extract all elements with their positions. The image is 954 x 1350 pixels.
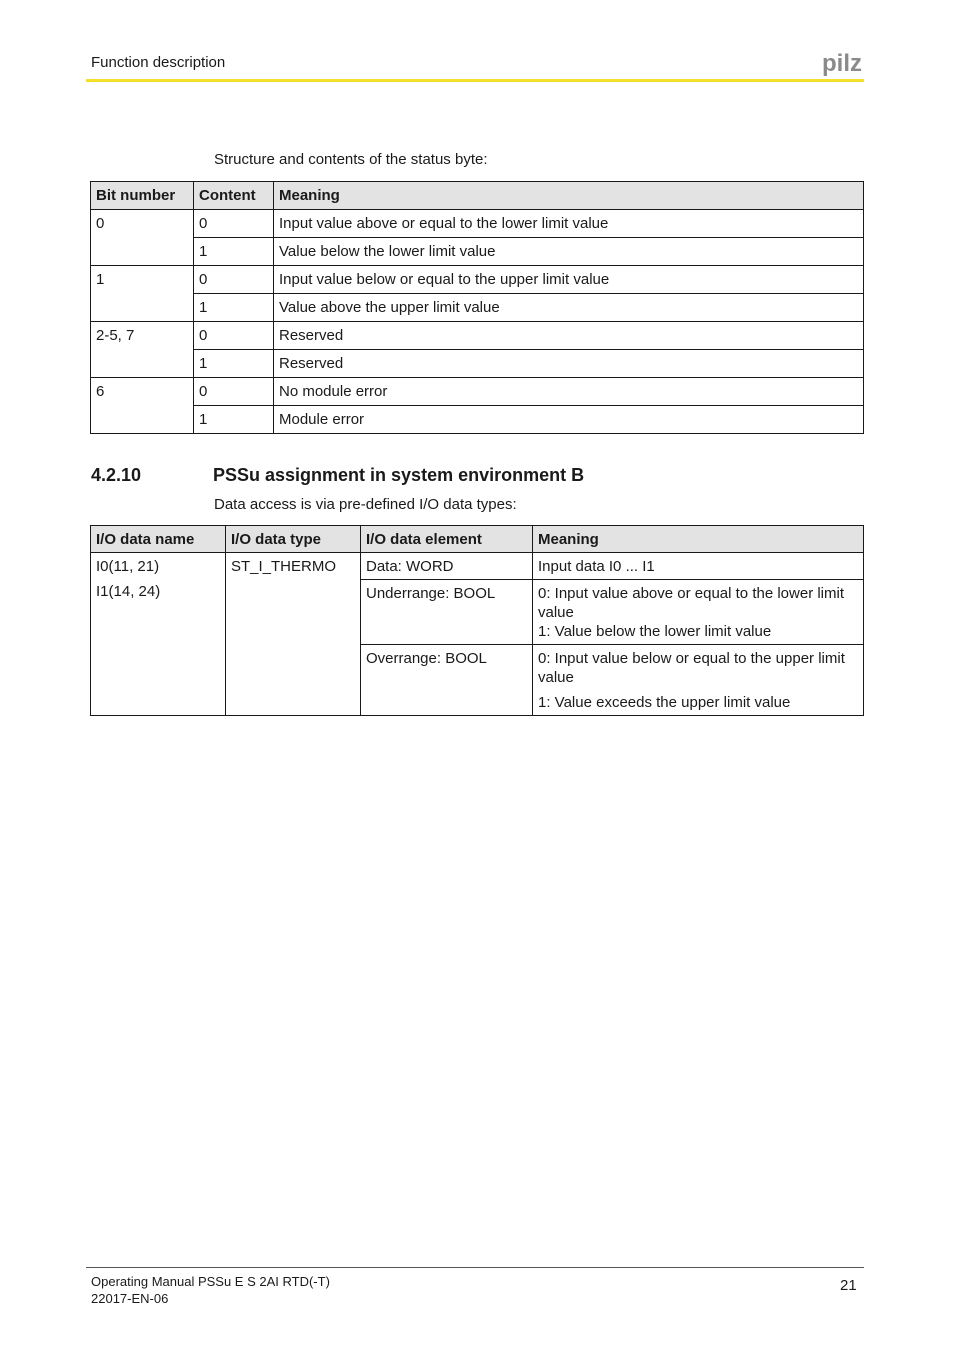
footer-manual-info bbox=[91, 1273, 330, 1307]
meaning-cell bbox=[533, 553, 864, 580]
section-intro: Data access is via pre-defined I/O data types: bbox=[214, 496, 517, 513]
meaning-cell: Reserved bbox=[274, 350, 864, 378]
bit-number-cell: 0 bbox=[91, 210, 194, 266]
content-cell: 1 bbox=[194, 406, 274, 434]
table-row bbox=[91, 238, 864, 266]
io-data-element-cell: Underrange: BOOL bbox=[361, 580, 533, 645]
meaning-cell bbox=[533, 580, 864, 645]
status-byte-table bbox=[90, 181, 864, 434]
column-header-io-data-element: I/O data element bbox=[361, 526, 533, 553]
io-data-name-cell bbox=[91, 553, 226, 716]
column-header-io-data-name: I/O data name bbox=[91, 526, 226, 553]
footer-rule bbox=[86, 1267, 864, 1268]
section-title: PSSu assignment in system environment B bbox=[213, 465, 585, 485]
section-heading bbox=[91, 465, 584, 486]
table-row bbox=[91, 553, 864, 580]
header-rule bbox=[86, 79, 864, 82]
content-cell: 1 bbox=[194, 350, 274, 378]
meaning-cell: Value above the upper limit value bbox=[274, 294, 864, 322]
table-row bbox=[91, 406, 864, 434]
io-data-name: I0(11, 21) bbox=[96, 558, 160, 575]
content-cell: 0 bbox=[194, 322, 274, 350]
column-header-meaning: Meaning bbox=[533, 526, 864, 553]
bit-number-cell: 6 bbox=[91, 378, 194, 434]
meaning-cell: Input value below or equal to the upper limit value bbox=[274, 266, 864, 294]
meaning-line: 1: Value exceeds the upper limit value bbox=[538, 694, 791, 711]
table-row bbox=[91, 294, 864, 322]
meaning-cell: Input value above or equal to the lower limit value bbox=[274, 210, 864, 238]
meaning-line: 0: Input value above or equal to the lower limit value bbox=[538, 585, 845, 621]
io-data-element-cell: Data: WORD bbox=[361, 553, 533, 580]
manual-title: Operating Manual PSSu E S 2AI RTD(-T) bbox=[91, 1274, 330, 1289]
io-data-type-cell: ST_I_THERMO bbox=[226, 553, 361, 716]
table-header-row bbox=[91, 182, 864, 210]
page-number: 21 bbox=[840, 1277, 857, 1294]
meaning-cell: Value below the lower limit value bbox=[274, 238, 864, 266]
table-row bbox=[91, 350, 864, 378]
bit-number-cell: 2-5, 7 bbox=[91, 322, 194, 378]
column-header-bit-number: Bit number bbox=[91, 182, 194, 210]
meaning-line: 0: Input value below or equal to the upper limit value bbox=[538, 650, 845, 686]
document-number: 22017-EN-06 bbox=[91, 1291, 169, 1306]
content-cell: 0 bbox=[194, 210, 274, 238]
content-cell: 0 bbox=[194, 266, 274, 294]
header-title: Function description bbox=[91, 54, 226, 71]
table-row bbox=[91, 322, 864, 350]
meaning-cell: No module error bbox=[274, 378, 864, 406]
io-data-element-cell: Overrange: BOOL bbox=[361, 645, 533, 716]
column-header-meaning: Meaning bbox=[274, 182, 864, 210]
io-data-table bbox=[90, 525, 864, 716]
table-header-row bbox=[91, 526, 864, 553]
meaning-cell: Reserved bbox=[274, 322, 864, 350]
bit-number-cell: 1 bbox=[91, 266, 194, 322]
table-row bbox=[91, 210, 864, 238]
content-cell: 1 bbox=[194, 294, 274, 322]
table-row bbox=[91, 378, 864, 406]
meaning-line: Input data I0 ... I1 bbox=[538, 558, 655, 575]
section-number: 4.2.10 bbox=[91, 465, 142, 485]
content-cell: 1 bbox=[194, 238, 274, 266]
logo-text: pilz bbox=[822, 50, 862, 76]
content-cell: 0 bbox=[194, 378, 274, 406]
status-byte-intro: Structure and contents of the status byte: bbox=[214, 151, 488, 168]
column-header-io-data-type: I/O data type bbox=[226, 526, 361, 553]
io-data-name: I1(14, 24) bbox=[96, 583, 161, 600]
meaning-cell bbox=[533, 645, 864, 716]
table-row bbox=[91, 266, 864, 294]
column-header-content: Content bbox=[194, 182, 274, 210]
meaning-line: 1: Value below the lower limit value bbox=[538, 623, 772, 640]
pilz-logo bbox=[822, 50, 864, 76]
meaning-cell: Module error bbox=[274, 406, 864, 434]
